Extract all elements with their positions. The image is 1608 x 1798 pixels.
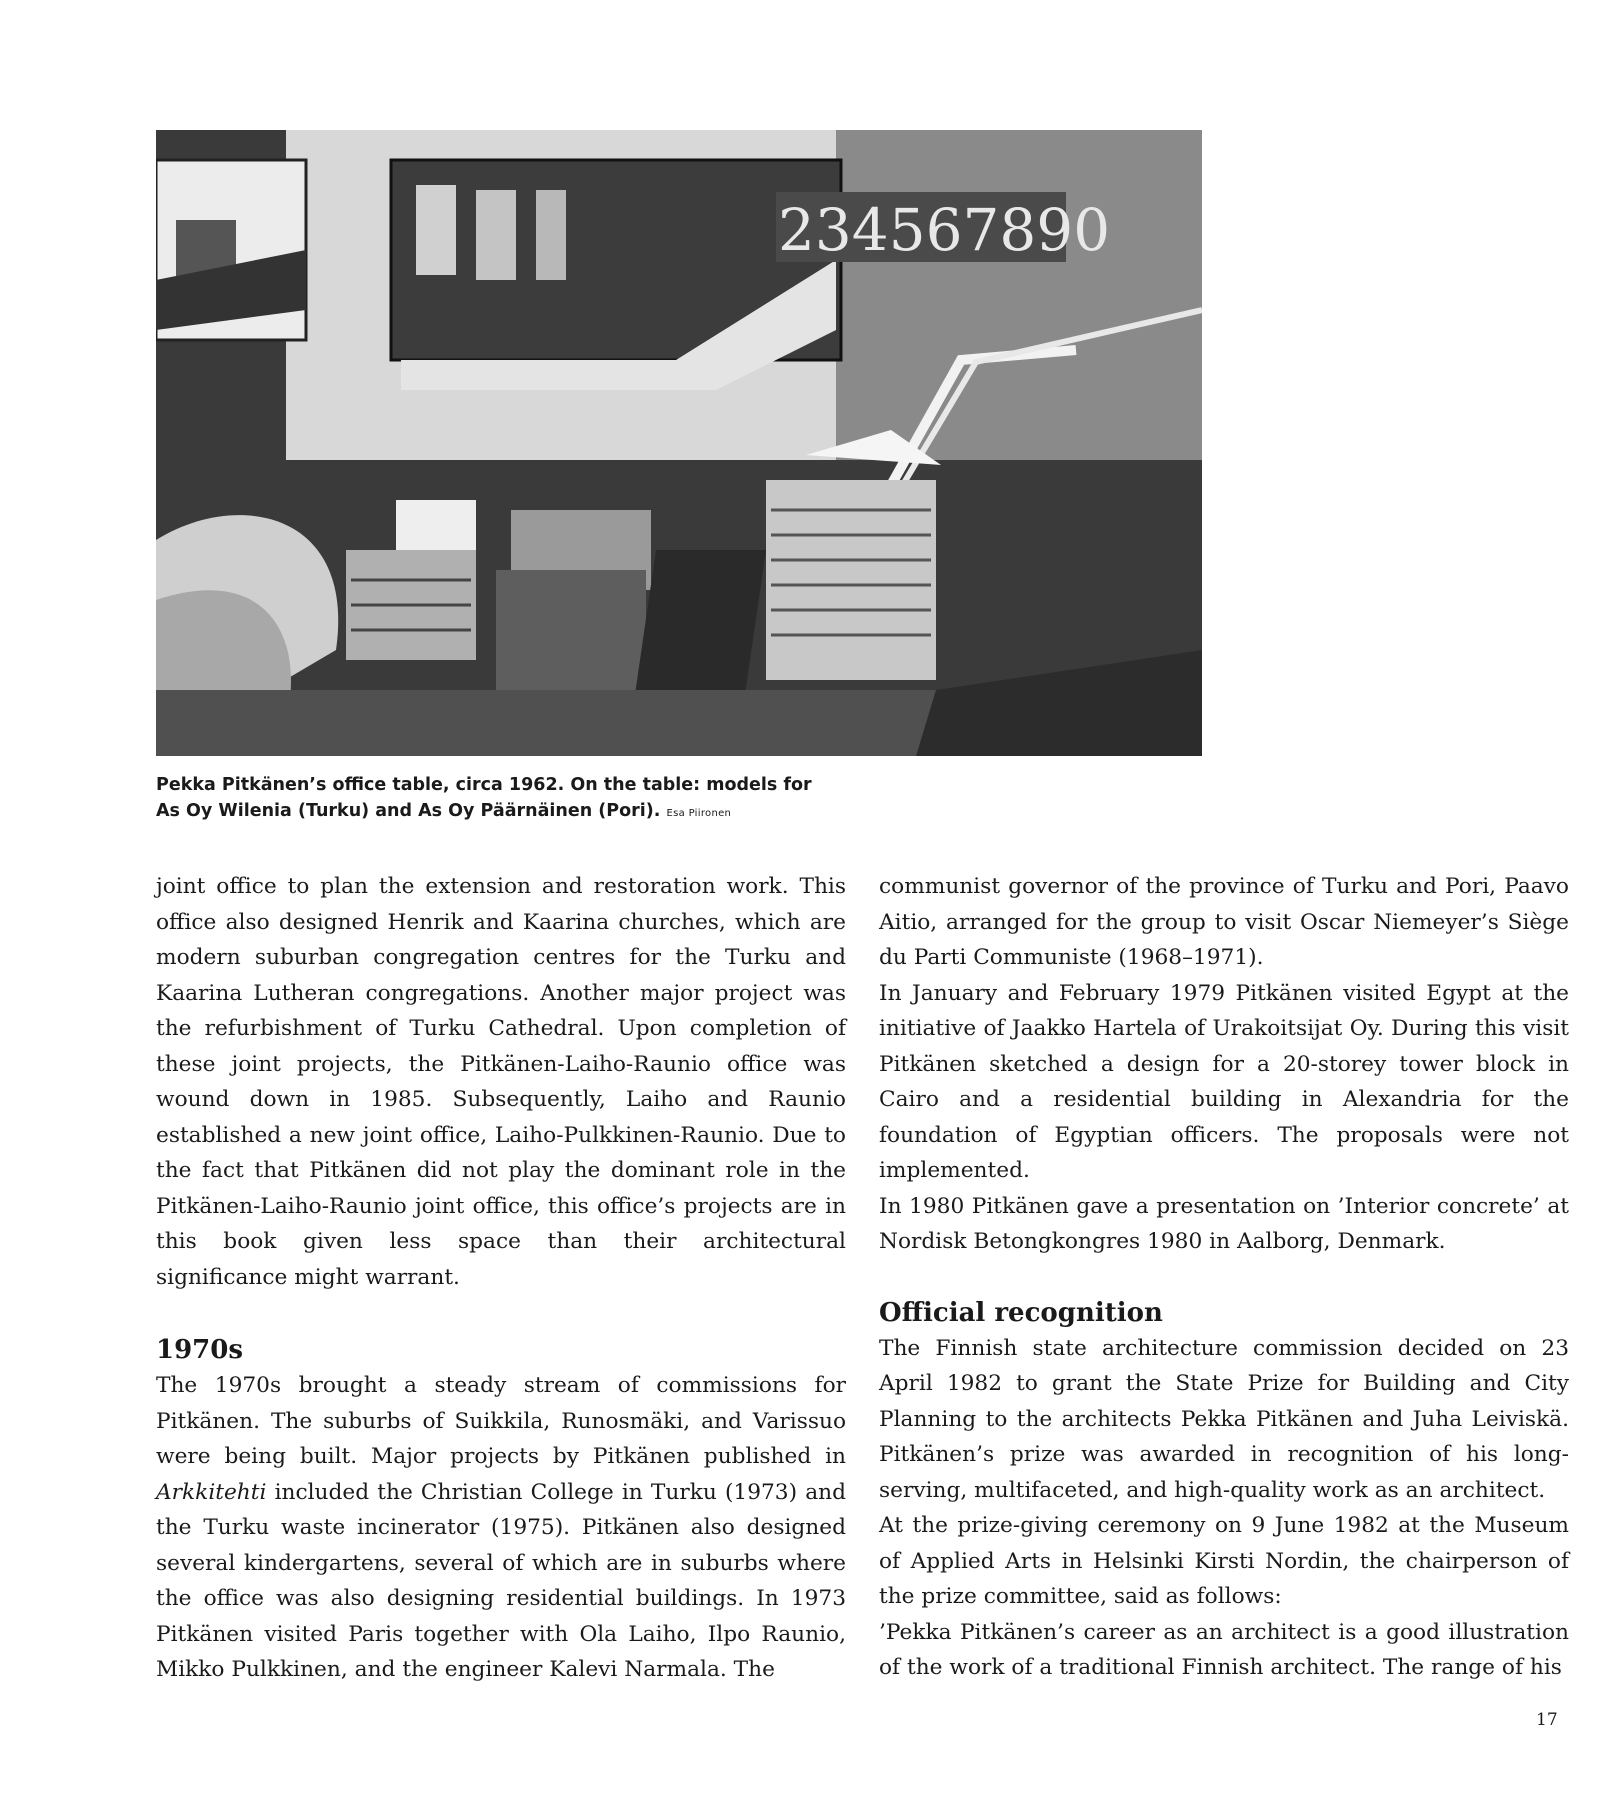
right-column bbox=[879, 869, 1569, 1686]
left-paragraph-2-end: included the Christian College in Turku (1973) and the Turku waste incinerator (1975). Pitkänen also designed several kindergartens, several of which are in suburbs where the office was also designing residential buildings. In 1973 Pitkänen visited Paris together with Ola Laiho, Ilpo Raunio, Mikko Pulkkinen, and the engineer Kalevi Narmala. The bbox=[156, 1479, 846, 1682]
left-column bbox=[156, 869, 846, 1688]
left-paragraph-2 bbox=[156, 1368, 846, 1688]
right-paragraph-6: ’Pekka Pitkänen’s career as an architect is a good illustration of the work of a traditional Finnish architect. The range of his bbox=[879, 1619, 1569, 1680]
caption-line-2-text: As Oy Wilenia (Turku) and As Oy Päärnäinen (Pori). bbox=[156, 801, 661, 821]
section-heading-official-recognition: Official recognition bbox=[879, 1297, 1163, 1328]
photo-illustration bbox=[156, 130, 1202, 756]
office-table-photo bbox=[156, 130, 1202, 756]
section-heading-1970s: 1970s bbox=[156, 1335, 244, 1365]
right-paragraph-5: At the prize-giving ceremony on 9 June 1982 at the Museum of Applied Arts in Helsinki Kirsti Nordin, the chairperson of the prize committee, said as follows: bbox=[879, 1513, 1569, 1609]
right-paragraph-1: communist governor of the province of Turku and Pori, Paavo Aitio, arranged for the group to visit Oscar Niemeyer’s Siège du Parti Communiste (1968–1971). bbox=[879, 874, 1569, 970]
right-paragraph-4: The Finnish state architecture commission decided on 23 April 1982 to grant the State Prize for Building and City Planning to the architects Pekka Pitkänen and Juha Leiviskä. Pitkänen’s prize was awarded in recognition of his long-serving, multifaceted, and high-quality work as an architect. bbox=[879, 1335, 1569, 1503]
caption-line-1: Pekka Pitkänen’s office table, circa 1962. On the table: models for bbox=[156, 775, 812, 795]
caption-line-2 bbox=[156, 798, 856, 827]
figure-caption bbox=[156, 772, 856, 827]
right-paragraph-2: In January and February 1979 Pitkänen visited Egypt at the initiative of Jaakko Hartela of Urakoitsijat Oy. During this visit Pitkänen sketched a design for a 20-storey tower block in Cairo and a residential building in Alexandria for the foundation of Egyptian officers. The proposals were not implemented. bbox=[879, 980, 1569, 1183]
photo-number-strip: 234567890 bbox=[778, 196, 1111, 264]
photo-credit: Esa Piironen bbox=[666, 808, 732, 819]
page-number: 17 bbox=[1536, 1710, 1558, 1730]
right-paragraph-3: In 1980 Pitkänen gave a presentation on ’Interior concrete’ at Nordisk Betongkongres 1980 in Aalborg, Denmark. bbox=[879, 1193, 1569, 1254]
magazine-title: Arkkitehti bbox=[156, 1479, 267, 1505]
left-paragraph-2-start: The 1970s brought a steady stream of commissions for Pitkänen. The suburbs of Suikkila, Runosmäki, and Varissuo were being built. Major projects by Pitkänen published in bbox=[156, 1373, 846, 1469]
left-paragraph-1: joint office to plan the extension and restoration work. This office also designed Henrik and Kaarina churches, which are modern suburban congregation centres for the Turku and Kaarina Lutheran congregations. Another major project was the refurbishment of Turku Cathedral. Upon completion of these joint projects, the Pitkänen-Laiho-Raunio office was wound down in 1985. Subsequently, Laiho and Raunio established a new joint office, Laiho-Pulkkinen-Raunio. Due to the fact that Pitkänen did not play the dominant role in the Pitkänen-Laiho-Raunio joint office, this office’s projects are in this book given less space than their architectural significance might warrant. bbox=[156, 874, 846, 1290]
